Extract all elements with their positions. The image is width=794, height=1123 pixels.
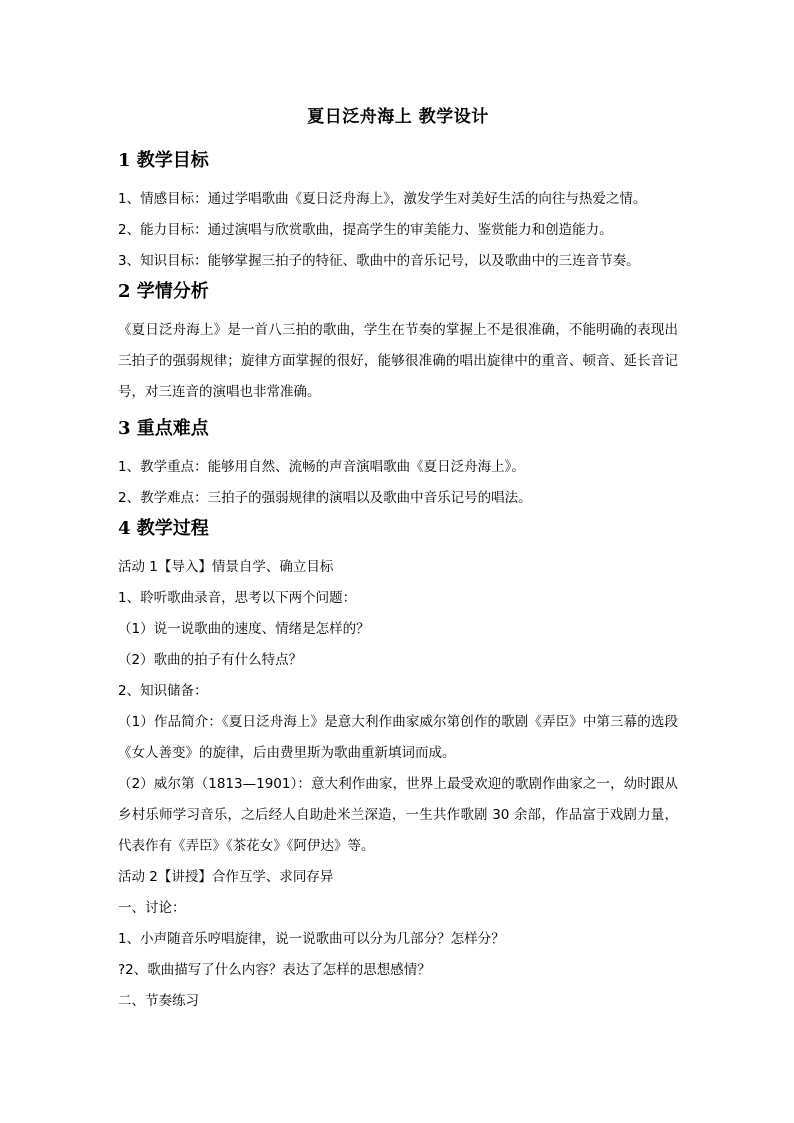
process-item: 2、知识储备：: [118, 683, 208, 699]
process-item: 一、讨论：: [118, 900, 186, 916]
section-heading-objectives: 1 教学目标: [118, 150, 209, 171]
objective-line-3: 3、知识目标：能够掌握三拍子的特征、歌曲中的音乐记号，以及歌曲中的三连音节奏。: [118, 253, 640, 269]
section-heading-process: 4 教学过程: [118, 518, 209, 539]
process-item: ?2、歌曲描写了什么内容？表达了怎样的思想感情？: [118, 962, 431, 978]
analysis-paragraph: 《夏日泛舟海上》是一首八三拍的歌曲，学生在节奏的掌握上不是很准确，不能明确的表现出三拍子的强弱规律；旋律方面掌握的很好，能够很准确的唱出旋律中的重音、顿音、延长音记号，对三连音的演唱也非常准确。: [118, 322, 678, 400]
objective-line-2: 2、能力目标：通过演唱与欣赏歌曲，提高学生的审美能力、鉴赏能力和创造能力。: [118, 222, 613, 238]
process-item: （1）说一说歌曲的速度、情绪是怎样的？: [118, 621, 370, 637]
key-point-line-2: 2、教学难点：三拍子的强弱规律的演唱以及歌曲中音乐记号的唱法。: [118, 490, 532, 506]
process-item: 1、聆听歌曲录音，思考以下两个问题：: [118, 590, 357, 606]
process-activity-2: 活动 2【讲授】合作互学、求同存异: [118, 869, 334, 885]
key-point-line-1: 1、教学重点：能够用自然、流畅的声音演唱歌曲《夏日泛舟海上》。: [118, 459, 525, 475]
section-heading-analysis: 2 学情分析: [118, 281, 209, 302]
process-item: 二、节奏练习: [118, 993, 199, 1009]
process-item-verdi: （2）威尔第（1813—1901）：意大利作曲家，世界上最受欢迎的歌剧作曲家之一，幼时跟从乡村乐师学习音乐，之后经人自助赴米兰深造，一生共作歌剧 30 余部，作品富于戏剧力量，代表作有《弄臣》《茶花女》《阿伊达》等。: [118, 776, 678, 854]
objective-line-1: 1、情感目标：通过学唱歌曲《夏日泛舟海上》，激发学生对美好生活的向往与热爱之情。: [118, 191, 647, 207]
section-heading-key-points: 3 重点难点: [118, 418, 209, 439]
document-title: 夏日泛舟海上 教学设计: [307, 107, 489, 127]
process-activity-1: 活动 1【导入】情景自学、确立目标: [118, 559, 334, 575]
process-item-work-intro: （1）作品简介：《夏日泛舟海上》是意大利作曲家威尔第创作的歌剧《弄臣》中第三幕的选段《女人善变》的旋律，后由费里斯为歌曲重新填词而成。: [118, 714, 678, 761]
process-item: （2）歌曲的拍子有什么特点？: [118, 652, 303, 668]
document-content: [118, 104, 678, 1017]
process-item: 1、小声随音乐哼唱旋律，说一说歌曲可以分为几部分？怎样分？: [118, 931, 505, 947]
